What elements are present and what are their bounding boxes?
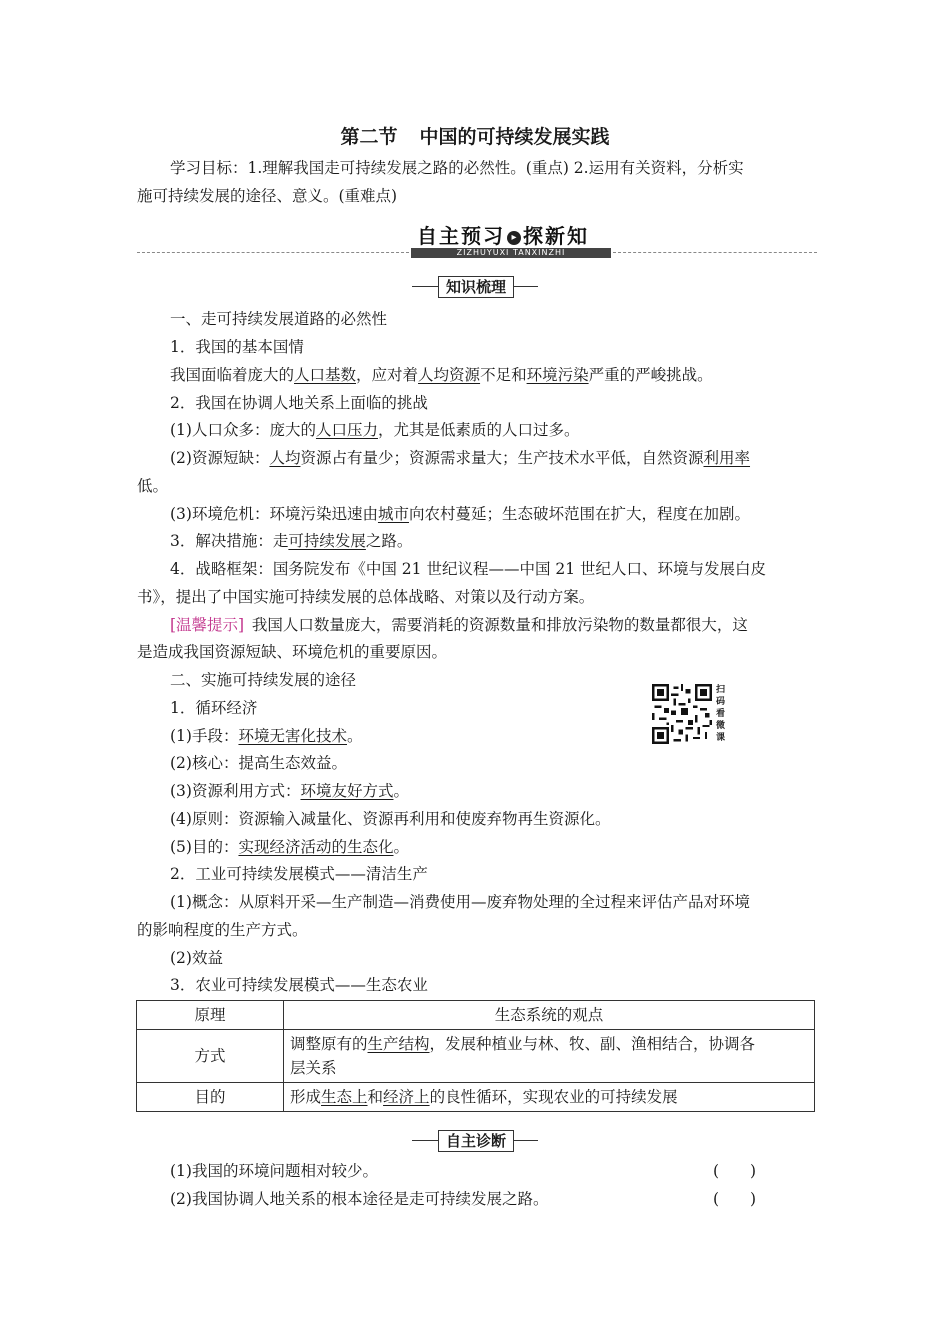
answer-blank-1[interactable]: ( ): [713, 1162, 757, 1180]
diag-question-1: (1)我国的环境问题相对较少。: [170, 1162, 378, 1180]
s2-h3: 3．农业可持续发展模式——生态农业: [170, 976, 428, 994]
blank-answer: 利用率: [703, 449, 751, 467]
blank-answer: 人均: [269, 449, 301, 467]
table-row: [137, 1030, 815, 1083]
banner-title-left: 自主预习: [417, 224, 505, 248]
learning-goals-line-1: 学习目标：1.理解我国走可持续发展之路的必然性。(重点) 2.运用有关资料，分析实: [170, 159, 744, 177]
s2-m4: (4)原则：资源输入减量化、资源再利用和使废弃物再生资源化。: [170, 810, 611, 828]
arrow-icon: ▸: [507, 231, 521, 245]
s1-c3: (3)环境危机：环境污染迅速由城市向农村蔓延；生态破坏范围在扩大，程度在加剧。: [170, 505, 750, 523]
blank-answer: 环境无害化技术: [238, 727, 347, 745]
table-key: 原理: [137, 1001, 284, 1030]
section-number: 第二节: [340, 126, 398, 148]
label-rule-left: [412, 1140, 438, 1141]
s1-c2-cont: 低。: [137, 477, 169, 495]
s1-h4-line-2: 书》，提出了中国实施可持续发展的总体战略、对策以及行动方案。: [137, 588, 595, 606]
blank-answer: 人口压力: [315, 421, 378, 439]
s1-h2: 2．我国在协调人地关系上面临的挑战: [170, 394, 428, 412]
preview-banner: [137, 218, 817, 262]
s2-h2: 2．工业可持续发展模式——清洁生产: [170, 865, 428, 883]
tip-line-2: 是造成我国资源短缺、环境危机的重要原因。: [137, 643, 448, 661]
s2-h1: 1．循环经济: [170, 699, 258, 717]
learning-goals-line-2: 施可持续发展的途径、意义。(重难点): [137, 187, 398, 205]
banner-title: [409, 220, 597, 248]
table-row: [137, 1083, 815, 1112]
answer-blank-2[interactable]: ( ): [713, 1190, 757, 1208]
blank-answer: 经济上: [383, 1088, 430, 1106]
s2-n2: (2)效益: [170, 949, 223, 967]
blank-answer: 可持续发展: [288, 532, 366, 550]
banner-dash-right: [613, 252, 817, 253]
banner-subtitle: ZIZHUYUXI TANXINZHI: [411, 248, 611, 258]
blank-answer: 环境友好方式: [300, 782, 394, 800]
page-title: [0, 122, 950, 149]
s1-h4-line-1: 4．战略框架：国务院发布《中国 21 世纪议程——中国 21 世纪人口、环境与发展白皮: [170, 560, 767, 578]
tip-line-1: [温馨提示] 我国人口数量庞大，需要消耗的资源数量和排放污染物的数量都很大，这: [170, 616, 748, 634]
table-row: [137, 1001, 815, 1030]
label-rule-right: [514, 1140, 538, 1141]
s1-h1: 1．我国的基本国情: [170, 338, 304, 356]
s2-m1: (1)手段：环境无害化技术。: [170, 727, 363, 745]
table-value: 形成生态上和经济上的良性循环，实现农业的可持续发展: [284, 1083, 815, 1112]
blank-answer: 人口基数: [294, 366, 357, 384]
blank-answer: 实现经济活动的生态化: [238, 838, 394, 856]
section-name: 中国的可持续发展实践: [419, 126, 610, 148]
s1-p1: 我国面临着庞大的人口基数，应对着人均资源不足和环境污染严重的严峻挑战。: [170, 366, 713, 384]
table-key: 目的: [137, 1083, 284, 1112]
label-rule-left: [412, 286, 438, 287]
eco-agriculture-table: [136, 1000, 815, 1112]
s1-heading: 一、走可持续发展道路的必然性: [170, 310, 388, 328]
s2-n1-line-1: (1)概念：从原料开采—生产制造—消费使用—废弃物处理的全过程来评估产品对环境: [170, 893, 750, 911]
diagnosis-label-text: 自主诊断: [438, 1130, 514, 1152]
blank-answer: 生产结构: [367, 1035, 430, 1053]
diagnosis-label: [412, 1130, 538, 1152]
table-value: 生态系统的观点: [284, 1001, 815, 1030]
s1-h3: 3．解决措施：走可持续发展之路。: [170, 532, 413, 550]
qr-caption: 扫码看微课: [716, 685, 726, 743]
table-key: 方式: [137, 1030, 284, 1083]
s2-n1-line-2: 的影响程度的生产方式。: [137, 921, 308, 939]
s2-m3: (3)资源利用方式：环境友好方式。: [170, 782, 409, 800]
knowledge-label: [412, 276, 538, 298]
banner-dash-left: [137, 252, 409, 253]
blank-answer: 城市: [377, 505, 409, 523]
s1-c2: (2)资源短缺：人均资源占有量少；资源需求量大；生产技术水平低，自然资源利用率: [170, 449, 751, 467]
label-rule-right: [514, 286, 538, 287]
s2-m5: (5)目的：实现经济活动的生态化。: [170, 838, 409, 856]
blank-answer: 人均资源: [418, 366, 481, 384]
table-value: 调整原有的生产结构，发展种植业与林、牧、副、渔相结合，协调各 层关系: [284, 1030, 815, 1083]
s2-m2: (2)核心：提高生态效益。: [170, 754, 347, 772]
s1-c1: (1)人口众多：庞大的人口压力，尤其是低素质的人口过多。: [170, 421, 580, 439]
knowledge-label-text: 知识梳理: [438, 276, 514, 298]
blank-answer: 生态上: [321, 1088, 368, 1106]
banner-title-right: 探新知: [523, 224, 589, 248]
blank-answer: 环境污染: [526, 366, 589, 384]
diag-question-2: (2)我国协调人地关系的根本途径是走可持续发展之路。: [170, 1190, 549, 1208]
s2-heading: 二、实施可持续发展的途径: [170, 671, 357, 689]
tip-label: [温馨提示]: [170, 616, 245, 634]
